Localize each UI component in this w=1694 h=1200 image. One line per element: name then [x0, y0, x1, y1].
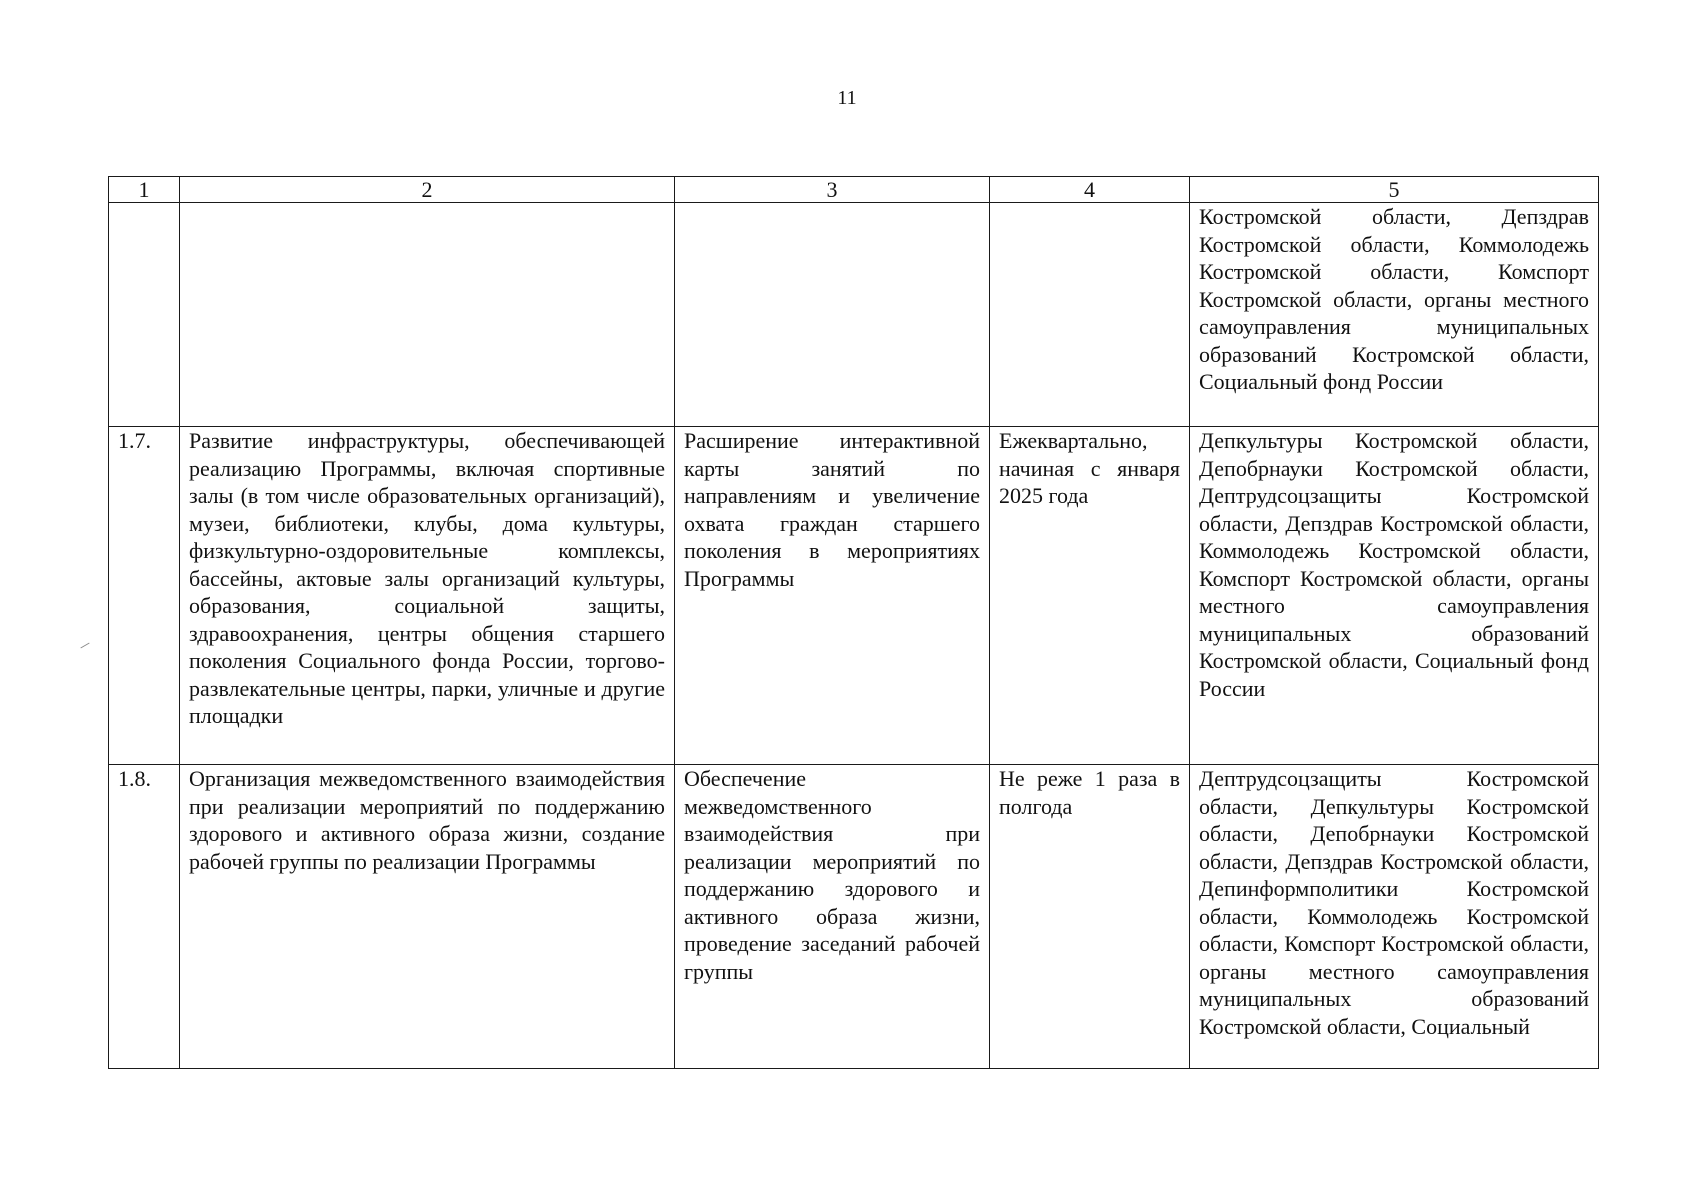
measures-table [108, 176, 1599, 1069]
result-cell [675, 203, 990, 427]
period-cell [990, 203, 1190, 427]
page-number: 11 [837, 87, 857, 109]
executors-cell: Депкультуры Костромской области, Депобрнауки Костромской области, Дептрудсоцзащиты Костромской области, Депздрав Костромской области, Коммолодежь Костромской области, Комспорт Костромской области, органы местного самоуправления муниципальных образований Костромской области, Социальный фонд России [1190, 427, 1599, 765]
executors-cell: Костромской области, Депздрав Костромской области, Коммолодежь Костромской области, Комспорт Костромской области, органы местного самоуправления муниципальных образований Костромской области, Социальный фонд России [1190, 203, 1599, 427]
table-row [109, 427, 1599, 765]
column-header-number: 1 [109, 177, 180, 203]
activity-cell: Организация межведомственного взаимодействия при реализации мероприятий по поддержанию здорового и активного образа жизни, создание рабочей группы по реализации Программы [180, 765, 675, 1069]
period-cell: Не реже 1 раза в полгода [990, 765, 1190, 1069]
activity-cell: Развитие инфраструктуры, обеспечивающей реализацию Программы, включая спортивные залы (в том числе образовательных организаций), музеи, библиотеки, клубы, дома культуры, физкультурно-оздоровительные комплексы, бассейны, актовые залы организаций культуры, образования, социальной защиты, здравоохранения, центры общения старшего поколения Социального фонда России, торгово-развлекательные центры, парки, уличные и другие площадки [180, 427, 675, 765]
executors-cell: Дептрудсоцзащиты Костромской области, Депкультуры Костромской области, Депобрнауки Костромской области, Депздрав Костромской области, Депинформполитики Костромской области, Коммолодежь Костромской области, Комспорт Костромской области, органы местного самоуправления муниципальных образований Костромской области, Социальный [1190, 765, 1599, 1069]
table-header-row [109, 177, 1599, 203]
period-cell: Ежеквартально, начиная с января 2025 года [990, 427, 1190, 765]
row-number [109, 203, 180, 427]
table-row [109, 765, 1599, 1069]
column-header-result: 3 [675, 177, 990, 203]
result-cell: Расширение интерактивной карты занятий по направлениям и увеличение охвата граждан старшего поколения в мероприятиях Программы [675, 427, 990, 765]
column-header-activity: 2 [180, 177, 675, 203]
scan-mark [80, 643, 89, 649]
row-number: 1.8. [109, 765, 180, 1069]
row-number: 1.7. [109, 427, 180, 765]
column-header-executors: 5 [1190, 177, 1599, 203]
result-cell: Обеспечение межведомственного взаимодействия при реализации мероприятий по поддержанию здорового и активного образа жизни, проведение заседаний рабочей группы [675, 765, 990, 1069]
table-row [109, 203, 1599, 427]
activity-cell [180, 203, 675, 427]
column-header-period: 4 [990, 177, 1190, 203]
